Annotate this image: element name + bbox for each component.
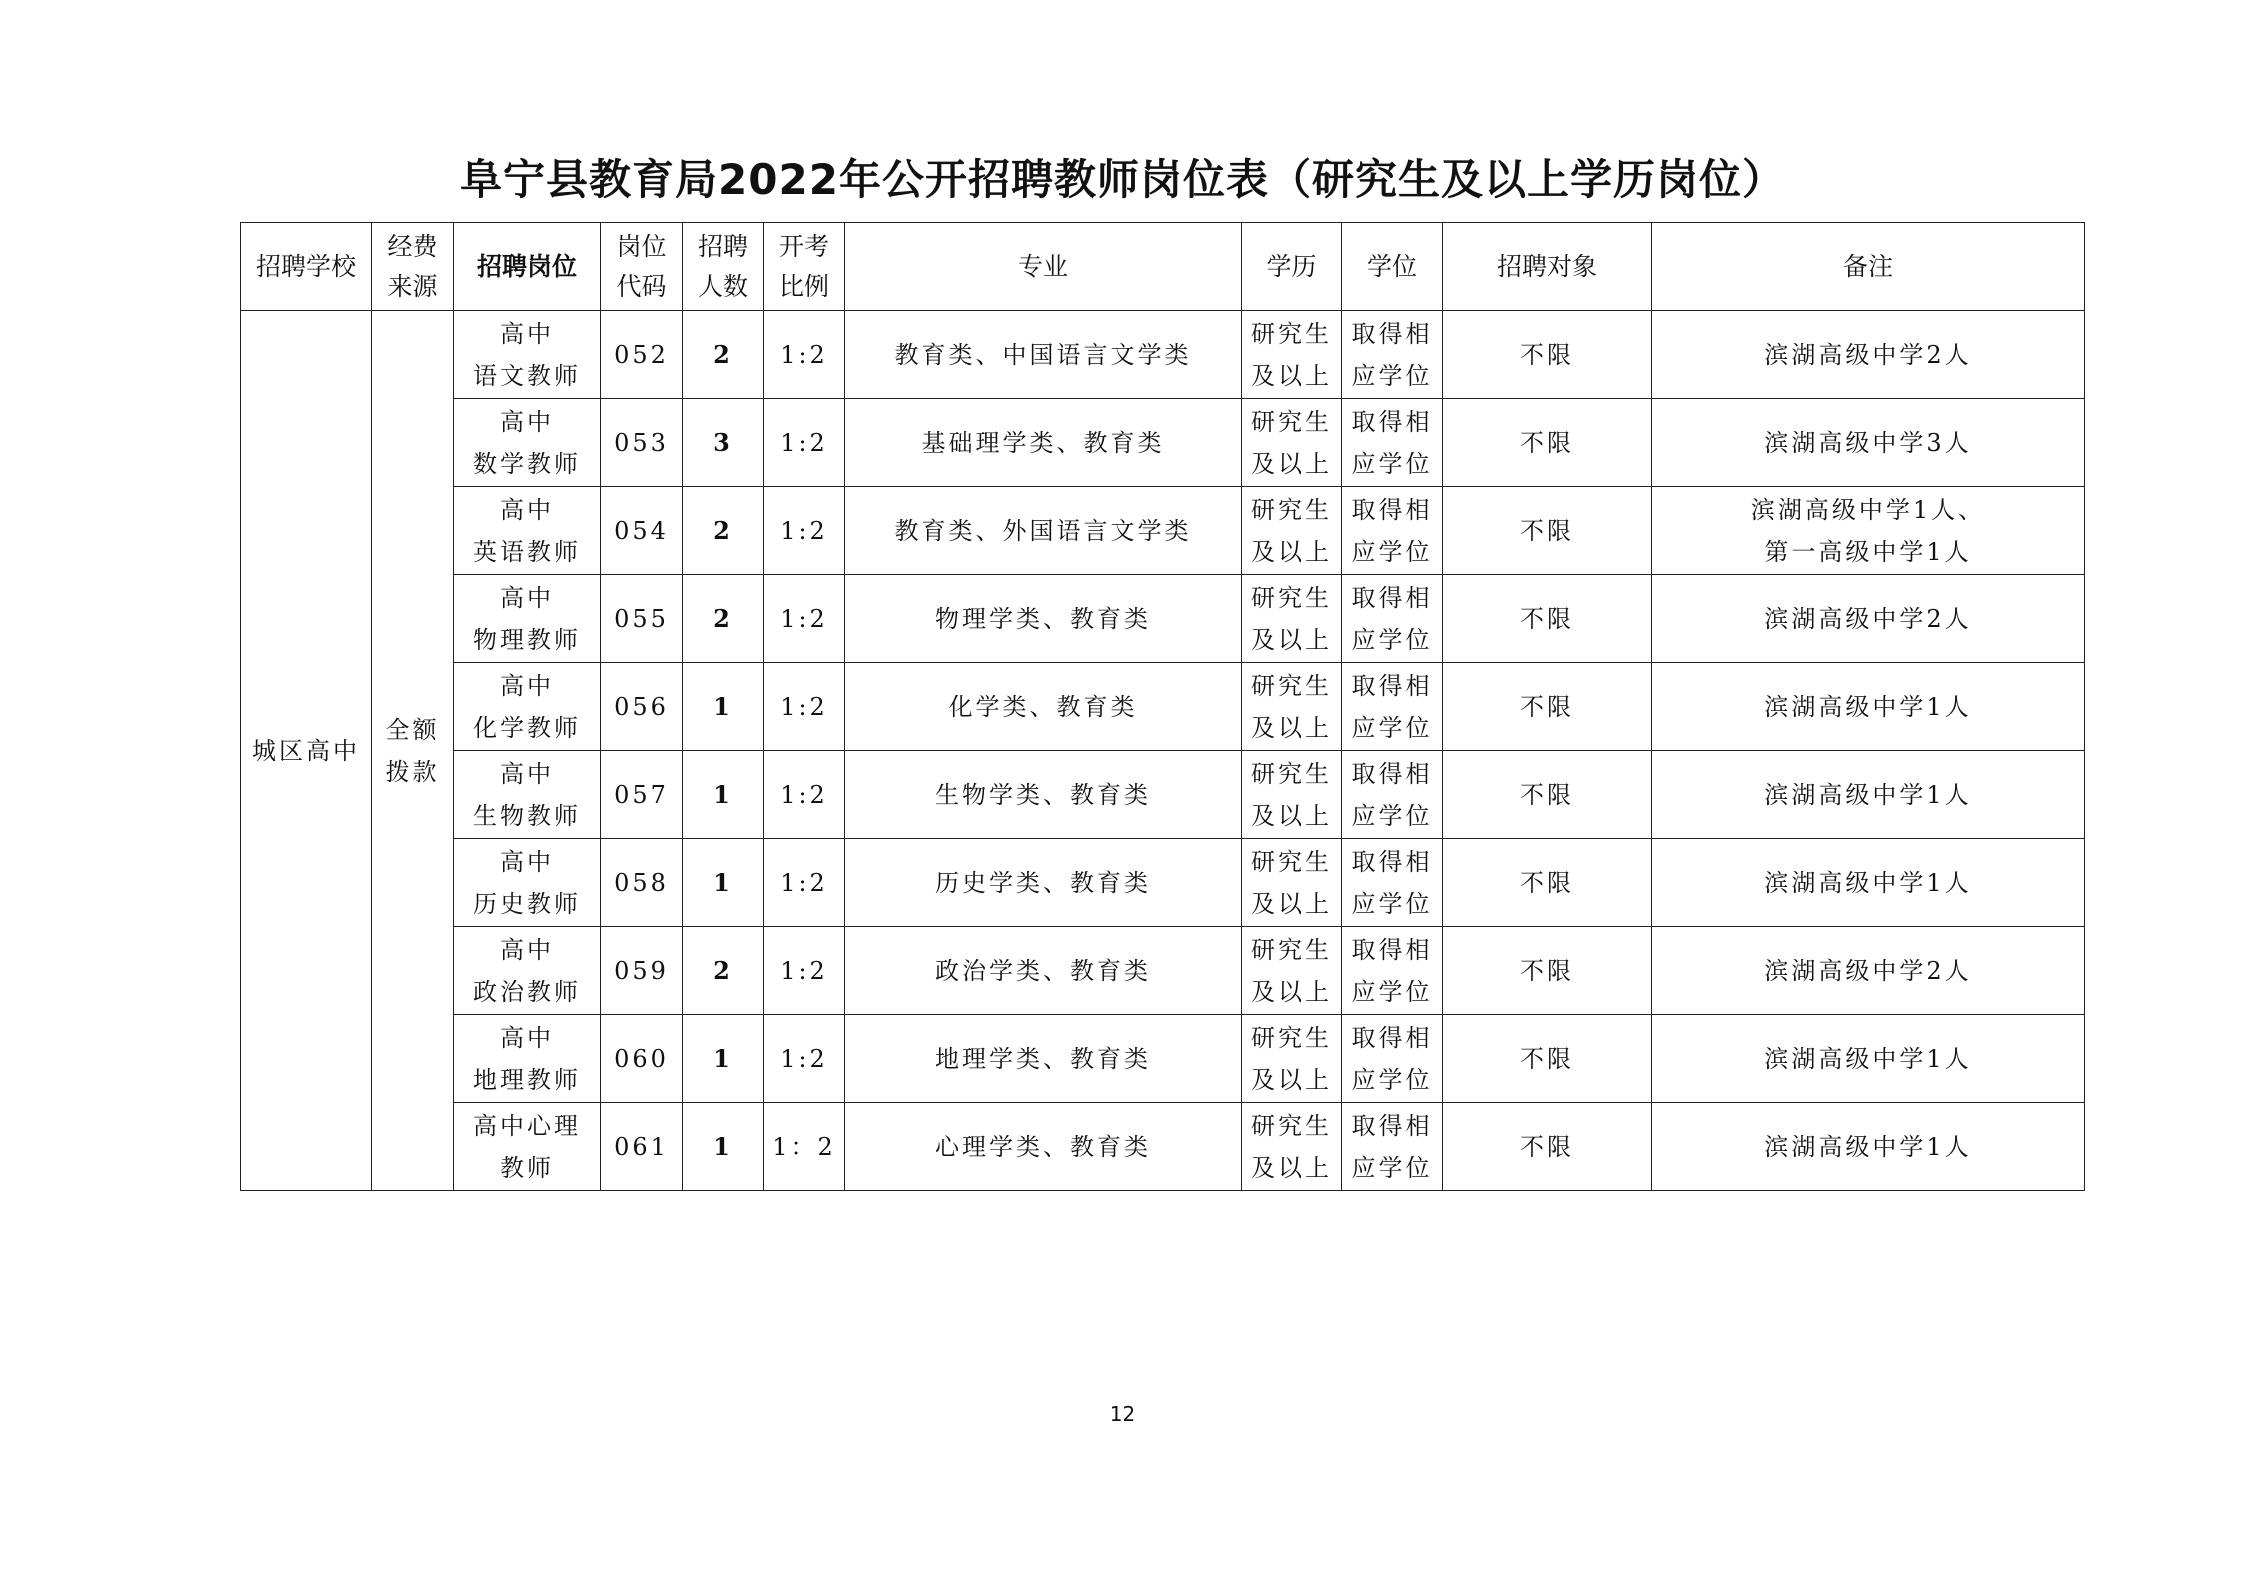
ratio-cell: 1:2 bbox=[764, 839, 845, 927]
major-cell: 心理学类、教育类 bbox=[845, 1103, 1242, 1191]
table-row bbox=[241, 927, 2085, 1015]
post-line: 高中 bbox=[500, 847, 554, 876]
post-line: 物理教师 bbox=[473, 625, 581, 654]
table-row bbox=[241, 1015, 2085, 1103]
degree-line: 应学位 bbox=[1351, 1065, 1433, 1094]
education-line: 研究生 bbox=[1251, 671, 1332, 700]
count-cell: 2 bbox=[683, 487, 764, 575]
degree-cell bbox=[1342, 311, 1443, 399]
major-cell: 物理学类、教育类 bbox=[845, 575, 1242, 663]
education-line: 研究生 bbox=[1251, 847, 1332, 876]
page-number: 12 bbox=[1109, 1402, 1136, 1426]
funding-cell bbox=[372, 311, 454, 1191]
header-code-line: 岗位 bbox=[616, 231, 667, 261]
post-line: 教师 bbox=[500, 1153, 554, 1182]
post-line: 高中 bbox=[500, 935, 554, 964]
remarks-cell bbox=[1652, 1103, 2085, 1191]
remarks-cell bbox=[1652, 487, 2085, 575]
recruitment-table bbox=[240, 222, 2085, 1191]
code-cell: 060 bbox=[601, 1015, 683, 1103]
count-cell: 1 bbox=[683, 839, 764, 927]
table-row bbox=[241, 311, 2085, 399]
education-line: 研究生 bbox=[1251, 759, 1332, 788]
major-cell: 地理学类、教育类 bbox=[845, 1015, 1242, 1103]
ratio-cell: 1:2 bbox=[764, 663, 845, 751]
remarks-cell bbox=[1652, 663, 2085, 751]
degree-line: 取得相 bbox=[1351, 319, 1433, 348]
post-line: 地理教师 bbox=[473, 1065, 581, 1094]
education-cell bbox=[1242, 839, 1342, 927]
ratio-cell: 1:2 bbox=[764, 575, 845, 663]
post-line: 政治教师 bbox=[473, 977, 581, 1006]
header-school: 招聘学校 bbox=[241, 223, 372, 311]
degree-line: 取得相 bbox=[1351, 847, 1433, 876]
education-line: 研究生 bbox=[1251, 495, 1332, 524]
count-cell: 2 bbox=[683, 311, 764, 399]
ratio-cell: 1：2 bbox=[764, 1103, 845, 1191]
degree-line: 取得相 bbox=[1351, 583, 1433, 612]
target-cell: 不限 bbox=[1443, 927, 1652, 1015]
post-line: 高中 bbox=[500, 319, 554, 348]
degree-line: 取得相 bbox=[1351, 671, 1433, 700]
header-degree: 学位 bbox=[1342, 223, 1443, 311]
post-line: 高中 bbox=[500, 583, 554, 612]
remarks-line: 滨湖高级中学1人 bbox=[1764, 1132, 1972, 1161]
code-cell: 052 bbox=[601, 311, 683, 399]
education-cell bbox=[1242, 311, 1342, 399]
remarks-cell bbox=[1652, 927, 2085, 1015]
post-cell bbox=[454, 487, 601, 575]
header-education: 学历 bbox=[1242, 223, 1342, 311]
education-line: 及以上 bbox=[1251, 801, 1332, 830]
education-cell bbox=[1242, 1015, 1342, 1103]
header-post: 招聘岗位 bbox=[454, 223, 601, 311]
education-line: 及以上 bbox=[1251, 361, 1332, 390]
degree-cell bbox=[1342, 839, 1443, 927]
major-cell: 历史学类、教育类 bbox=[845, 839, 1242, 927]
code-cell: 059 bbox=[601, 927, 683, 1015]
education-cell bbox=[1242, 927, 1342, 1015]
table-row bbox=[241, 487, 2085, 575]
post-cell bbox=[454, 751, 601, 839]
degree-line: 应学位 bbox=[1351, 537, 1433, 566]
education-line: 及以上 bbox=[1251, 449, 1332, 478]
post-line: 历史教师 bbox=[473, 889, 581, 918]
post-cell bbox=[454, 839, 601, 927]
code-cell: 058 bbox=[601, 839, 683, 927]
ratio-cell: 1:2 bbox=[764, 1015, 845, 1103]
header-code bbox=[601, 223, 683, 311]
target-cell: 不限 bbox=[1443, 839, 1652, 927]
degree-line: 取得相 bbox=[1351, 935, 1433, 964]
target-cell: 不限 bbox=[1443, 399, 1652, 487]
code-cell: 053 bbox=[601, 399, 683, 487]
header-count bbox=[683, 223, 764, 311]
post-line: 高中 bbox=[500, 495, 554, 524]
post-cell bbox=[454, 663, 601, 751]
degree-line: 应学位 bbox=[1351, 713, 1433, 742]
count-cell: 3 bbox=[683, 399, 764, 487]
remarks-line: 滨湖高级中学1人 bbox=[1764, 780, 1972, 809]
remarks-line: 滨湖高级中学1人、 bbox=[1750, 495, 1986, 524]
header-funding-line: 来源 bbox=[387, 271, 438, 301]
education-line: 研究生 bbox=[1251, 407, 1332, 436]
degree-line: 取得相 bbox=[1351, 759, 1433, 788]
degree-line: 取得相 bbox=[1351, 495, 1433, 524]
header-ratio bbox=[764, 223, 845, 311]
ratio-cell: 1:2 bbox=[764, 311, 845, 399]
education-line: 研究生 bbox=[1251, 319, 1332, 348]
education-line: 及以上 bbox=[1251, 1153, 1332, 1182]
post-line: 语文教师 bbox=[473, 361, 581, 390]
post-line: 高中 bbox=[500, 1023, 554, 1052]
code-cell: 054 bbox=[601, 487, 683, 575]
degree-line: 应学位 bbox=[1351, 889, 1433, 918]
target-cell: 不限 bbox=[1443, 487, 1652, 575]
count-cell: 2 bbox=[683, 575, 764, 663]
target-cell: 不限 bbox=[1443, 575, 1652, 663]
degree-cell bbox=[1342, 399, 1443, 487]
remarks-line: 滨湖高级中学3人 bbox=[1764, 428, 1972, 457]
funding-line: 全额 bbox=[385, 715, 440, 744]
code-cell: 055 bbox=[601, 575, 683, 663]
major-cell: 教育类、中国语言文学类 bbox=[845, 311, 1242, 399]
remarks-cell bbox=[1652, 751, 2085, 839]
education-line: 及以上 bbox=[1251, 1065, 1332, 1094]
table-body bbox=[241, 311, 2085, 1191]
post-cell bbox=[454, 311, 601, 399]
post-line: 高中 bbox=[500, 671, 554, 700]
post-line: 生物教师 bbox=[473, 801, 581, 830]
remarks-cell bbox=[1652, 1015, 2085, 1103]
target-cell: 不限 bbox=[1443, 1103, 1652, 1191]
major-cell: 基础理学类、教育类 bbox=[845, 399, 1242, 487]
target-cell: 不限 bbox=[1443, 751, 1652, 839]
post-line: 高中心理 bbox=[473, 1111, 581, 1140]
count-cell: 1 bbox=[683, 751, 764, 839]
count-cell: 2 bbox=[683, 927, 764, 1015]
education-line: 及以上 bbox=[1251, 625, 1332, 654]
major-cell: 化学类、教育类 bbox=[845, 663, 1242, 751]
ratio-cell: 1:2 bbox=[764, 487, 845, 575]
education-line: 研究生 bbox=[1251, 935, 1332, 964]
table-row bbox=[241, 399, 2085, 487]
degree-cell bbox=[1342, 1015, 1443, 1103]
remarks-cell bbox=[1652, 399, 2085, 487]
education-line: 研究生 bbox=[1251, 1111, 1332, 1140]
degree-cell bbox=[1342, 1103, 1443, 1191]
ratio-cell: 1:2 bbox=[764, 751, 845, 839]
degree-line: 应学位 bbox=[1351, 977, 1433, 1006]
remarks-cell bbox=[1652, 311, 2085, 399]
target-cell: 不限 bbox=[1443, 663, 1652, 751]
education-line: 研究生 bbox=[1251, 1023, 1332, 1052]
page-title: 阜宁县教育局2022年公开招聘教师岗位表（研究生及以上学历岗位） bbox=[460, 155, 1785, 204]
remarks-line: 滨湖高级中学1人 bbox=[1764, 1044, 1972, 1073]
major-cell: 教育类、外国语言文学类 bbox=[845, 487, 1242, 575]
degree-line: 取得相 bbox=[1351, 1023, 1433, 1052]
major-cell: 生物学类、教育类 bbox=[845, 751, 1242, 839]
count-cell: 1 bbox=[683, 1103, 764, 1191]
remarks-line: 滨湖高级中学1人 bbox=[1764, 692, 1972, 721]
post-cell bbox=[454, 1015, 601, 1103]
degree-line: 取得相 bbox=[1351, 407, 1433, 436]
code-cell: 056 bbox=[601, 663, 683, 751]
degree-line: 应学位 bbox=[1351, 1153, 1433, 1182]
education-cell bbox=[1242, 751, 1342, 839]
remarks-line: 第一高级中学1人 bbox=[1764, 537, 1972, 566]
header-funding bbox=[372, 223, 454, 311]
remarks-cell bbox=[1652, 839, 2085, 927]
degree-line: 应学位 bbox=[1351, 625, 1433, 654]
table-row bbox=[241, 839, 2085, 927]
education-cell bbox=[1242, 1103, 1342, 1191]
post-line: 数学教师 bbox=[473, 449, 581, 478]
degree-cell bbox=[1342, 487, 1443, 575]
count-cell: 1 bbox=[683, 1015, 764, 1103]
post-line: 化学教师 bbox=[473, 713, 581, 742]
degree-line: 应学位 bbox=[1351, 361, 1433, 390]
count-cell: 1 bbox=[683, 663, 764, 751]
table-row bbox=[241, 751, 2085, 839]
school-cell: 城区高中 bbox=[241, 311, 372, 1191]
education-line: 及以上 bbox=[1251, 713, 1332, 742]
degree-cell bbox=[1342, 663, 1443, 751]
header-row bbox=[241, 223, 2085, 311]
education-line: 及以上 bbox=[1251, 889, 1332, 918]
header-ratio-line: 比例 bbox=[778, 271, 829, 301]
education-line: 及以上 bbox=[1251, 977, 1332, 1006]
post-cell bbox=[454, 927, 601, 1015]
degree-cell bbox=[1342, 927, 1443, 1015]
education-cell bbox=[1242, 663, 1342, 751]
code-cell: 061 bbox=[601, 1103, 683, 1191]
degree-cell bbox=[1342, 575, 1443, 663]
post-cell bbox=[454, 575, 601, 663]
major-cell: 政治学类、教育类 bbox=[845, 927, 1242, 1015]
post-line: 高中 bbox=[500, 759, 554, 788]
post-cell bbox=[454, 1103, 601, 1191]
remarks-line: 滨湖高级中学2人 bbox=[1764, 604, 1972, 633]
education-line: 研究生 bbox=[1251, 583, 1332, 612]
post-line: 英语教师 bbox=[473, 537, 581, 566]
header-funding-line: 经费 bbox=[387, 231, 438, 261]
ratio-cell: 1:2 bbox=[764, 399, 845, 487]
remarks-line: 滨湖高级中学2人 bbox=[1764, 956, 1972, 985]
remarks-line: 滨湖高级中学2人 bbox=[1764, 340, 1972, 369]
header-target: 招聘对象 bbox=[1443, 223, 1652, 311]
remarks-cell bbox=[1652, 575, 2085, 663]
table-row bbox=[241, 1103, 2085, 1191]
degree-line: 应学位 bbox=[1351, 449, 1433, 478]
header-count-line: 招聘 bbox=[697, 231, 748, 261]
degree-line: 应学位 bbox=[1351, 801, 1433, 830]
target-cell: 不限 bbox=[1443, 311, 1652, 399]
table-row bbox=[241, 663, 2085, 751]
code-cell: 057 bbox=[601, 751, 683, 839]
header-remarks: 备注 bbox=[1652, 223, 2085, 311]
header-code-line: 代码 bbox=[616, 271, 667, 301]
post-cell bbox=[454, 399, 601, 487]
education-cell bbox=[1242, 487, 1342, 575]
table-row bbox=[241, 575, 2085, 663]
degree-cell bbox=[1342, 751, 1443, 839]
education-cell bbox=[1242, 575, 1342, 663]
header-ratio-line: 开考 bbox=[778, 231, 829, 261]
target-cell: 不限 bbox=[1443, 1015, 1652, 1103]
education-cell bbox=[1242, 399, 1342, 487]
post-line: 高中 bbox=[500, 407, 554, 436]
ratio-cell: 1:2 bbox=[764, 927, 845, 1015]
education-line: 及以上 bbox=[1251, 537, 1332, 566]
funding-line: 拨款 bbox=[385, 757, 440, 786]
remarks-line: 滨湖高级中学1人 bbox=[1764, 868, 1972, 897]
header-count-line: 人数 bbox=[697, 271, 748, 301]
header-major: 专业 bbox=[845, 223, 1242, 311]
degree-line: 取得相 bbox=[1351, 1111, 1433, 1140]
